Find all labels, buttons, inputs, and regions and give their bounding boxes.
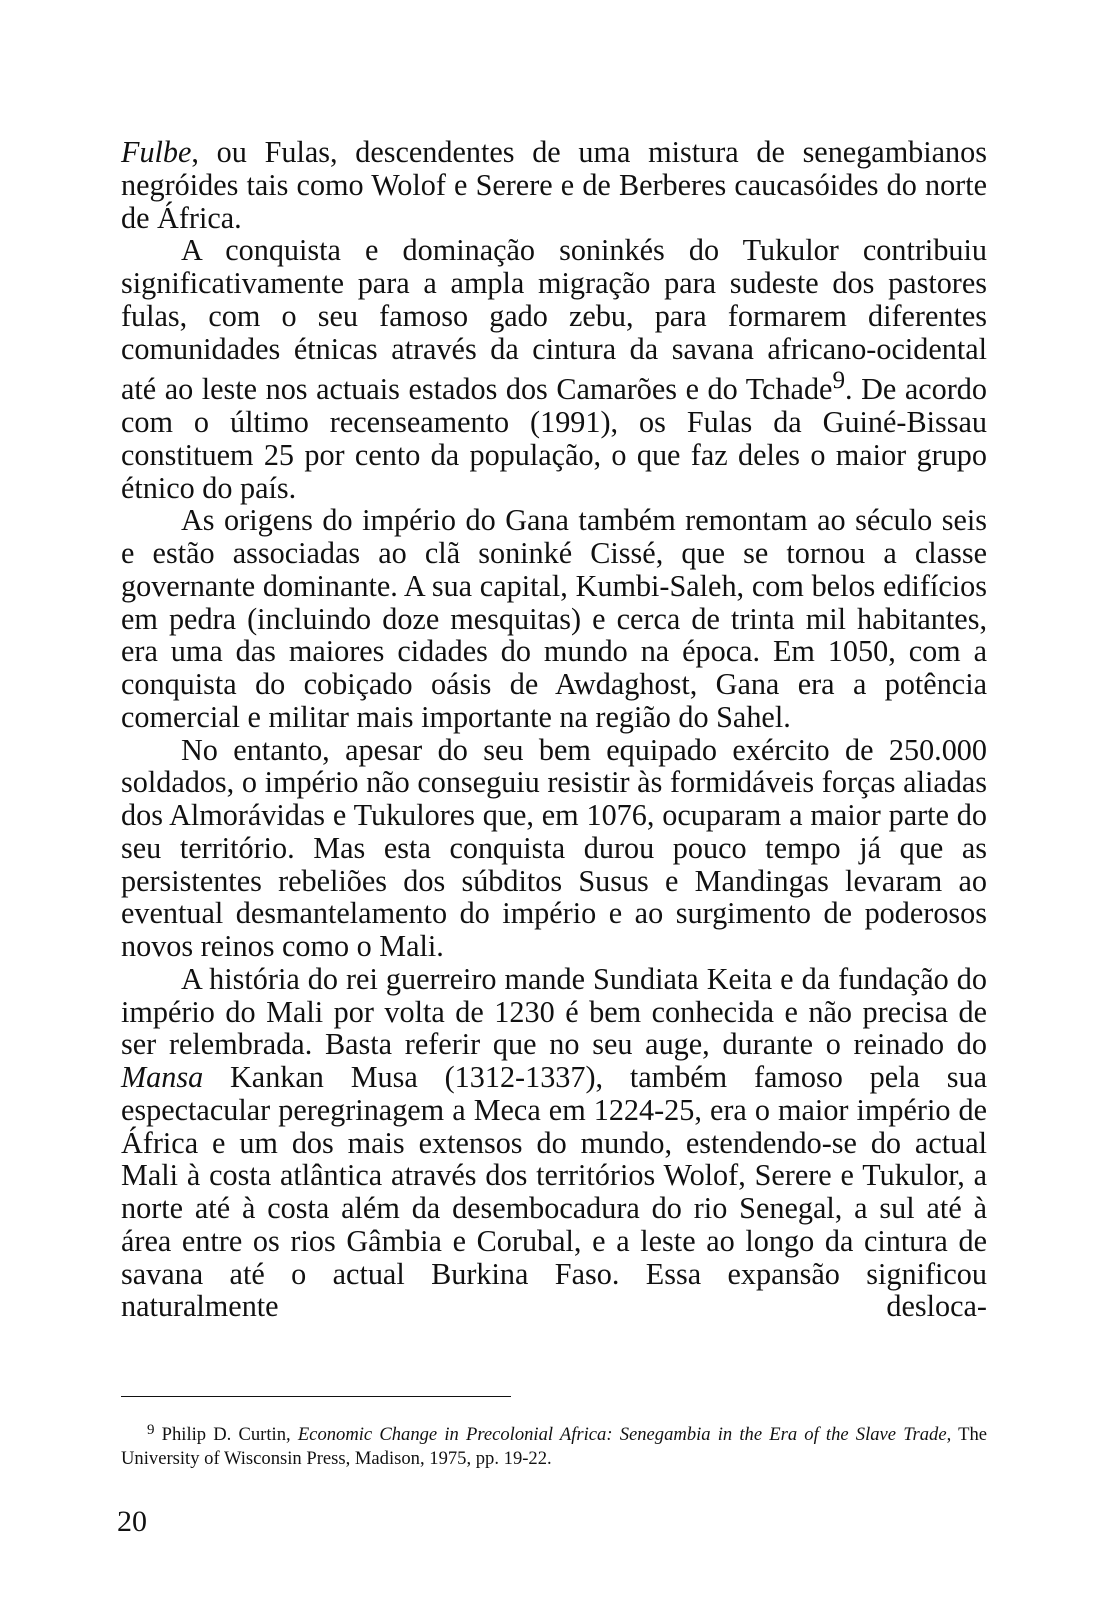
paragraph	[121, 234, 987, 504]
italic-text: Economic Change in Precolonial Africa: Senegambia in the Era of the Slave Trade	[297, 1424, 947, 1445]
text-run: No entanto, apesar do seu bem equipado exército de 250.000 soldados, o império não conseguiu resistir às formidáveis forças aliadas dos Almorávidas e Tukulores que, em 1076, ocuparam a maior parte do seu território. Mas esta conquista durou pouco tempo já que as persistentes rebeliões dos súbditos Susus e Mandingas levaram ao eventual desmantelamento do império e ao surgimento de poderosos novos reinos como o Mali.	[121, 732, 987, 964]
page-number: 20	[117, 1505, 147, 1538]
text-run: A conquista e dominação soninkés do Tukulor contribuiu significativamente para a ampla migração para sudeste dos pastores fulas, com o seu famoso gado zebu, para formarem diferentes comunidades étnicas através da cintura da savana africano-ocidental até ao leste nos actuais estados dos Camarões e do Tchade	[121, 233, 987, 407]
text-run: Philip D. Curtin,	[154, 1424, 298, 1445]
footnote-marker: 9	[147, 1422, 155, 1438]
italic-text: Fulbe	[121, 135, 192, 169]
footnote-marker: 9	[832, 367, 846, 395]
text-run: , The University of Wisconsin Press, Madison, 1975, pp. 19-22.	[121, 1424, 988, 1469]
paragraph	[121, 136, 987, 234]
italic-text: Mansa	[121, 1060, 204, 1095]
footnote	[121, 1418, 987, 1471]
body-text	[121, 136, 987, 1323]
text-run: A história do rei guerreiro mande Sundiata Keita e da fundação do império do Mali por volta de 1230 é bem conhecida e não precisa de ser relembrada. Basta referir que no seu auge, durante o reinado do	[121, 961, 987, 1062]
text-run: , ou Fulas, descendentes de uma mistura de senegambianos negróides tais como Wolof e Serere e de Berberes caucasóides do norte de África.	[121, 135, 987, 235]
paragraph	[121, 504, 987, 733]
text-run: . De acordo com o último recenseamento (1991), os Fulas da Guiné-Bissau constituem 25 por cento da população, o que faz deles o maior grupo étnico do país.	[121, 372, 987, 505]
footnote-divider	[121, 1396, 511, 1397]
text-run: Kankan Musa (1312-1337), também famoso pela sua espectacular peregrinagem a Meca em 1224-25, era o maior império de África e um dos mais extensos do mundo, estendendo-se do actual Mali à costa atlântica através dos territórios Wolof, Serere e Tukulor, a norte até à costa além da desembocadura do rio Senegal, a sul até à área entre os rios Gâmbia e Corubal, e a leste ao longo da cintura de savana até o actual Burkina Faso. Essa expansão significou naturalmente desloca-	[121, 1060, 987, 1324]
paragraph	[121, 734, 987, 963]
paragraph	[121, 963, 987, 1323]
text-run: As origens do império do Gana também remontam ao século seis e estão associadas ao clã soninké Cissé, que se tornou a classe governante dominante. A sua capital, Kumbi-Saleh, com belos edifícios em pedra (incluindo doze mesquitas) e cerca de trinta mil habitantes, era uma das maiores cidades do mundo na época. Em 1050, com a conquista do cobiçado oásis de Awdaghost, Gana era a potência comercial e militar mais importante na região do Sahel.	[121, 503, 987, 734]
